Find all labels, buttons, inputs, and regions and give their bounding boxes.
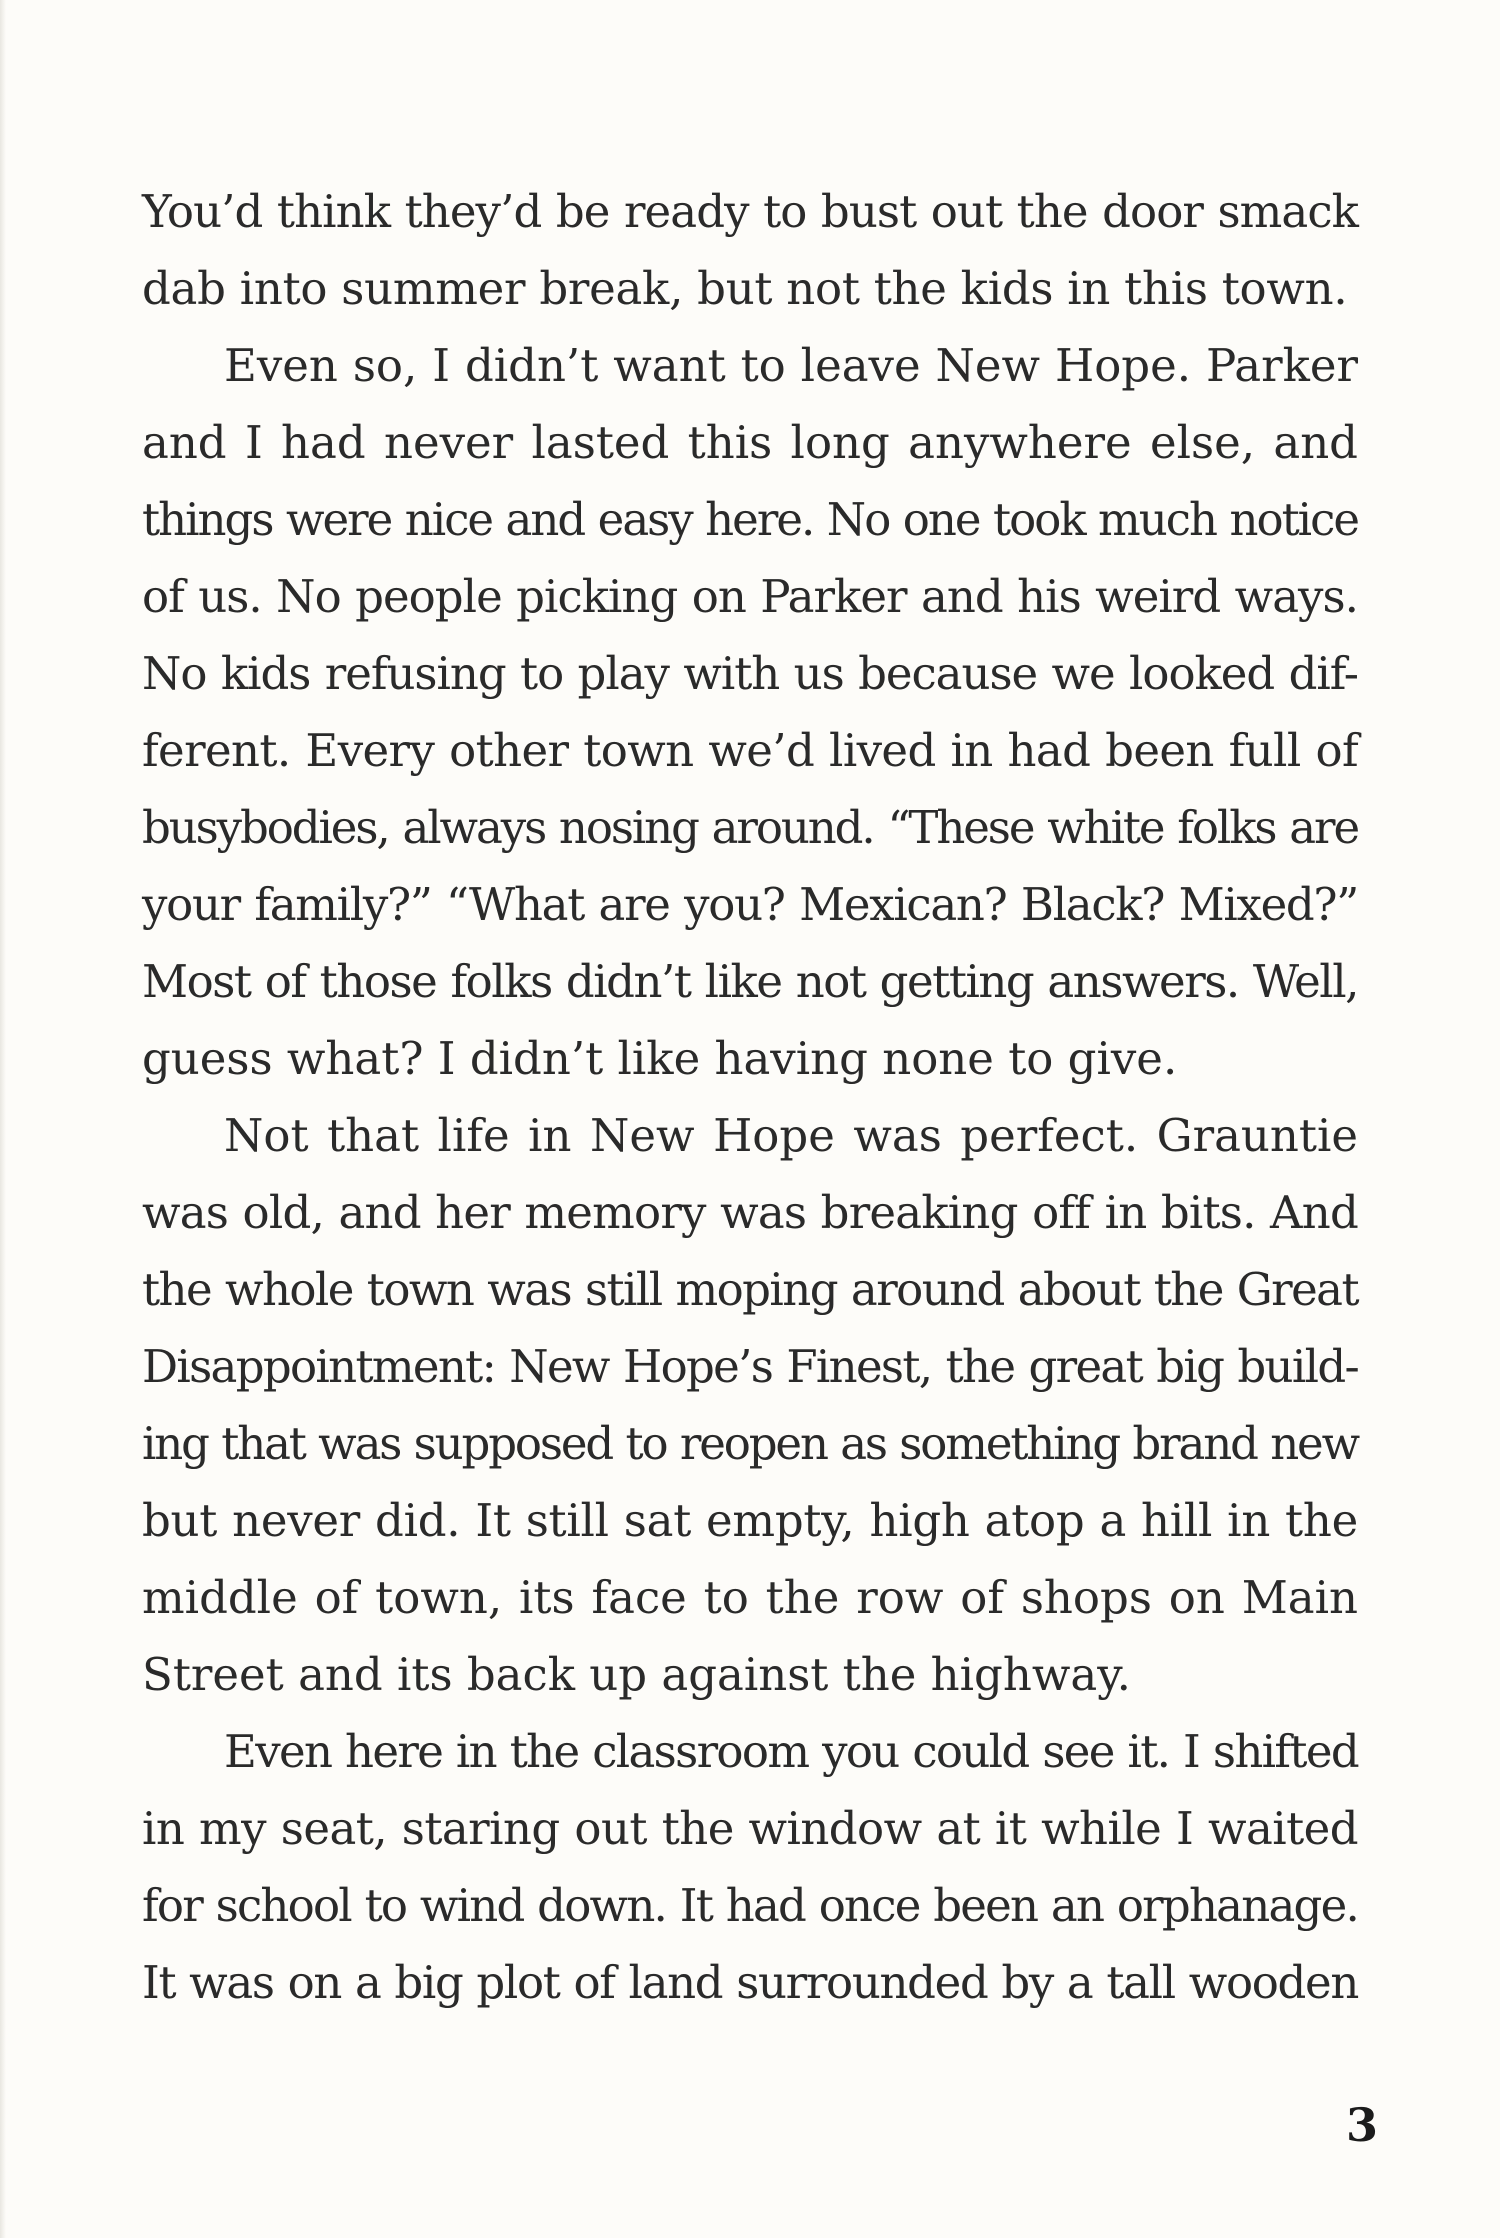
text-line: Disappointment: New Hope’s Finest, the great big build- [142,1340,1358,1393]
text-line: dab into summer break, but not the kids in this town. [142,262,1348,315]
text-line: was old, and her memory was breaking off in bits. And [142,1186,1358,1239]
text-line: busybodies, always nosing around. “These white folks are [142,801,1358,854]
text-line: Street and its back up against the highway. [142,1648,1131,1701]
text-line: You’d think they’d be ready to bust out the door smack [142,185,1358,238]
text-line: No kids refusing to play with us because we looked dif- [142,647,1358,700]
paragraph-start-line: Not that life in New Hope was perfect. Grauntie [224,1109,1358,1162]
page-edge-shadow [0,0,6,2238]
paragraph-start-line: Even here in the classroom you could see it. I shifted [224,1725,1358,1778]
paragraph-start-line: Even so, I didn’t want to leave New Hope. Parker [224,339,1358,392]
text-line: It was on a big plot of land surrounded by a tall wooden [142,1956,1358,2009]
text-line: the whole town was still moping around about the Great [142,1263,1358,1316]
text-line: your family?” “What are you? Mexican? Black? Mixed?” [142,878,1358,931]
body-text [142,173,1358,2021]
text-line: but never did. It still sat empty, high atop a hill in the [142,1494,1358,1547]
page-number: 3 [1345,2098,1378,2152]
text-line: guess what? I didn’t like having none to give. [142,1032,1178,1085]
text-line: middle of town, its face to the row of shops on Main [142,1571,1358,1624]
text-line: things were nice and easy here. No one took much notice [142,493,1358,546]
text-line: ing that was supposed to reopen as something brand new [142,1417,1358,1470]
text-line: of us. No people picking on Parker and his weird ways. [142,570,1358,623]
text-line: ferent. Every other town we’d lived in had been full of [142,724,1358,777]
text-line: Most of those folks didn’t like not getting answers. Well, [142,955,1358,1008]
text-line: and I had never lasted this long anywhere else, and [142,416,1358,469]
text-line: in my seat, staring out the window at it while I waited [142,1802,1358,1855]
text-line: for school to wind down. It had once been an orphanage. [142,1879,1358,1932]
